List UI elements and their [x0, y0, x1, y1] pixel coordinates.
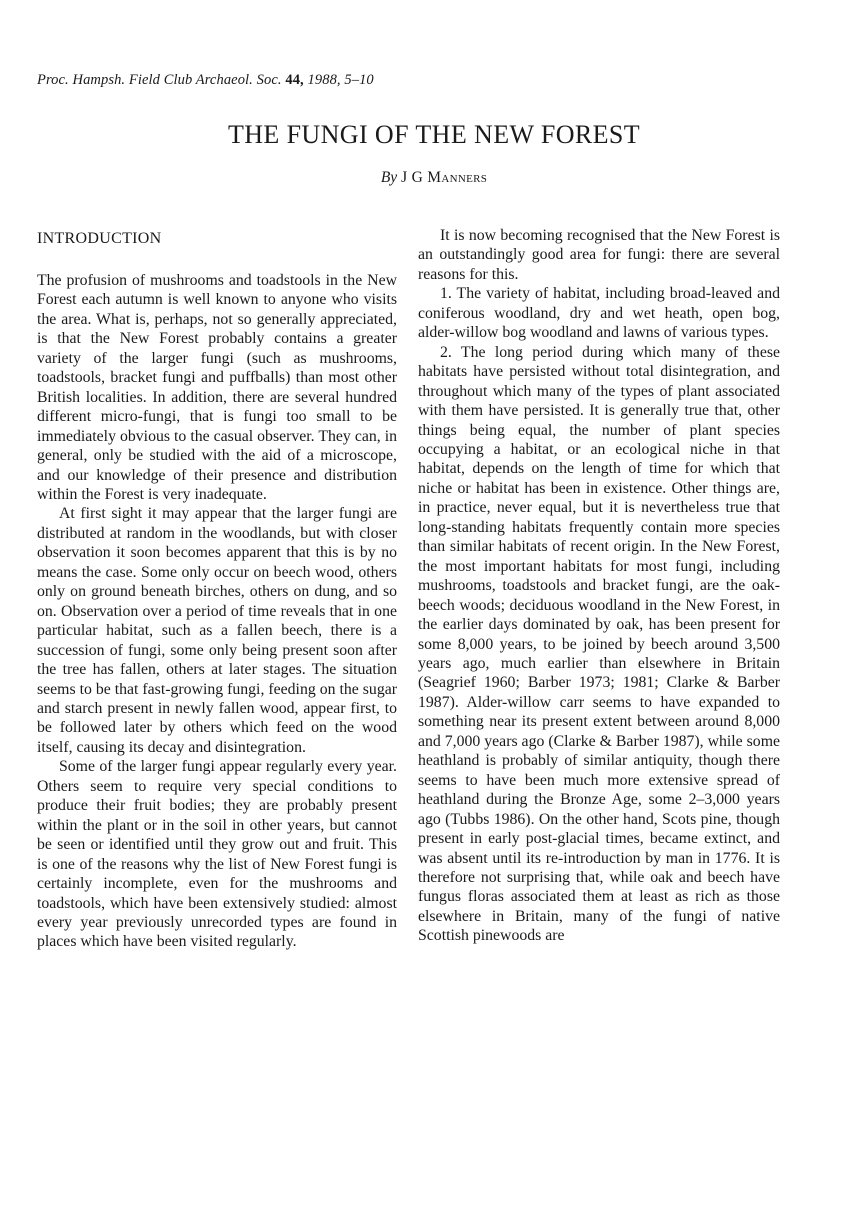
paragraph: Some of the larger fungi appear regularly every year. Others seem to require very special conditions to produce their fruit bodies; they are probably present within the plant or in the soil in other years, but cannot be seen or identified until they grow out and fruit. This is one of the reasons why the list of New Forest fungi is certainly incomplete, even for the mushrooms and toadstools, which have been extensively studied: almost every year previously unrecorded types are found in places which have been visited regularly.	[37, 758, 397, 951]
journal-citation	[37, 72, 374, 89]
paragraph: 2. The long period during which many of these habitats have persisted without total disintegration, and throughout which many of the types of plant associated with them have persisted. It is generally true that, other things being equal, the number of plant species occupying a habitat, or an ecological niche in that habitat, depends on the length of time for which that niche or habitat has been in existence. Other things are, in practice, never equal, but it is nevertheless true that long-standing habitats frequently contain more species than similar habitats of recent origin. In the New Forest, the most important habitats for most fungi, including mushrooms, toadstools and bracket fungi, are the oak-beech woods; deciduous woodland in the New Forest, in the earlier days dominated by oak, has been present for some 8,000 years, to be joined by beech around 3,500 years ago, much earlier than elsewhere in Britain (Seagrief 1960; Barber 1973; 1981; Clarke & Barber 1987). Alder-willow carr seems to have expanded to something near its present extent between around 8,000 and 7,000 years ago (Clarke & Barber 1987), while some heathland is probably of similar antiquity, though there seems to have been much more extensive spread of heathland during the Bronze Age, some 2–3,000 years ago (Tubbs 1986). On the other hand, Scots pine, though present in early post-glacial times, became extinct, and was absent until its re-introduction by man in 1776. It is therefore not surprising that, while oak and beech have fungus floras associated them at least as rich as those elsewhere in Britain, many of the fungi of native Scottish pinewoods are	[418, 343, 780, 945]
author-name: J G Manners	[401, 169, 488, 186]
byline-prefix: By	[380, 169, 398, 186]
citation-journal: Proc. Hampsh. Field Club Archaeol. Soc.	[37, 72, 282, 88]
article-title: THE FUNGI OF THE NEW FOREST	[227, 120, 641, 149]
left-column	[37, 226, 397, 952]
right-column	[418, 226, 780, 946]
citation-volume: 44,	[285, 72, 304, 88]
section-heading: INTRODUCTION	[37, 230, 162, 247]
paragraph: 1. The variety of habitat, including broad-leaved and coniferous woodland, dry and wet heath, open bog, alder-willow bog woodland and lawns of various types.	[418, 285, 780, 342]
citation-pages: 1988, 5–10	[307, 72, 374, 88]
byline	[0, 169, 868, 187]
paragraph: It is now becoming recognised that the New Forest is an outstandingly good area for fungi: there are several reasons for this.	[418, 227, 780, 283]
paragraph: The profusion of mushrooms and toadstools in the New Forest each autumn is well known to anyone who visits the area. What is, perhaps, not so generally appreciated, is that the New Forest probably contains a greater variety of the larger fungi (such as mushrooms, toadstools, bracket fungi and puffballs) than most other British localities. In addition, there are several hundred different micro-fungi, that is fungi too small to be immediately obvious to the casual observer. They can, in general, only be studied with the aid of a microscope, and our knowledge of their presence and distribution within the Forest is very inadequate.	[37, 272, 397, 503]
paragraph: At first sight it may appear that the larger fungi are distributed at random in the woodlands, but with closer observation it soon becomes apparent that this is by no means the case. Some only occur on beech wood, others only on ground beneath birches, others on dung, and so on. Observation over a period of time reveals that in one particular habitat, such as a fallen beech, there is a succession of fungi, some only being present soon after the tree has fallen, others at later stages. The situation seems to be that fast-growing fungi, feeding on the sugar and starch present in newly fallen wood, appear first, to be followed later by others which feed on the wood itself, causing its decay and disintegration.	[37, 505, 397, 756]
